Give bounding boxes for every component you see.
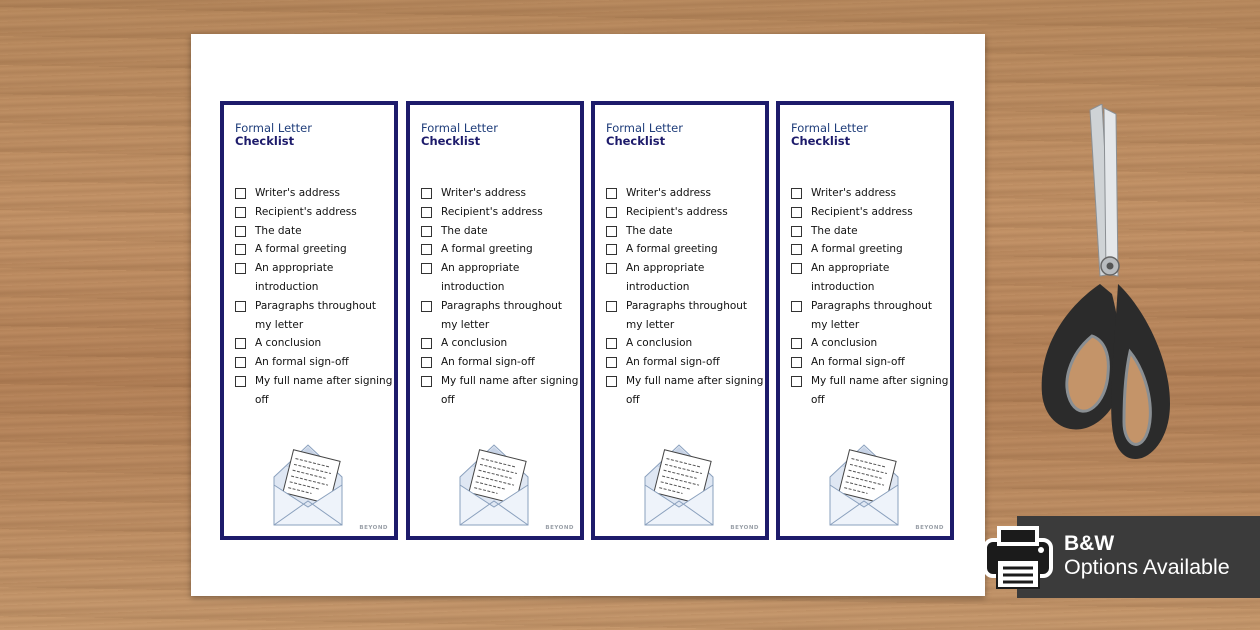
item-label: Writer's address [441, 187, 526, 199]
item-label: A conclusion [441, 337, 508, 350]
checkbox[interactable] [235, 376, 246, 387]
checkbox[interactable] [421, 301, 432, 312]
item-label: A formal greeting [811, 243, 903, 256]
list-item [791, 222, 951, 241]
list-item [235, 240, 395, 259]
list-item [421, 353, 581, 372]
item-label: An appropriate introduction [441, 262, 520, 293]
checklist-items [235, 184, 395, 410]
list-item [606, 297, 766, 335]
item-label: An formal sign-off [626, 356, 720, 369]
item-label: Paragraphs throughout my letter [255, 299, 377, 331]
checkbox[interactable] [235, 301, 246, 312]
list-item [235, 184, 395, 203]
item-label: An formal sign-off [441, 356, 535, 369]
scissors-icon [1030, 104, 1180, 474]
checklist-items [421, 184, 581, 410]
item-label: Writer's address [811, 187, 896, 199]
card-title-line1: Formal Letter [421, 121, 498, 135]
item-label: A conclusion [255, 337, 322, 350]
card-title-line2: Checklist [235, 134, 295, 148]
list-item [606, 372, 766, 410]
checkbox[interactable] [235, 338, 246, 349]
checklist-items [606, 184, 766, 410]
item-label: Writer's address [626, 187, 711, 199]
envelope-letter-icon [643, 441, 715, 527]
card-title-line1: Formal Letter [791, 121, 868, 135]
checkbox[interactable] [606, 301, 617, 312]
list-item [791, 353, 951, 372]
checkbox[interactable] [235, 226, 246, 237]
item-label: Recipient's address [626, 205, 728, 218]
item-label: Recipient's address [811, 205, 913, 218]
checkbox[interactable] [421, 338, 432, 349]
item-label: Recipient's address [441, 205, 543, 218]
item-label: Recipient's address [255, 205, 357, 218]
checkbox[interactable] [606, 263, 617, 274]
bw-options-badge [1017, 516, 1260, 598]
envelope-letter-icon [272, 441, 344, 527]
checkbox[interactable] [421, 376, 432, 387]
list-item [235, 222, 395, 241]
item-label: Paragraphs throughout my letter [811, 299, 933, 331]
item-label: My full name after signing off [626, 374, 764, 406]
checkbox[interactable] [791, 357, 802, 368]
checkbox[interactable] [235, 263, 246, 274]
item-label: Paragraphs throughout my letter [626, 299, 748, 331]
list-item [235, 372, 395, 410]
checkbox[interactable] [606, 207, 617, 218]
checkbox[interactable] [791, 338, 802, 349]
list-item [235, 259, 395, 297]
checklist-card [406, 101, 584, 540]
checkbox[interactable] [791, 226, 802, 237]
card-title [791, 122, 868, 148]
item-label: A conclusion [626, 337, 693, 350]
list-item [606, 240, 766, 259]
badge-title: B&W [1064, 532, 1115, 555]
list-item [421, 297, 581, 335]
brand-logo-text: BEYOND [359, 525, 388, 531]
brand-logo-text: BEYOND [545, 525, 574, 531]
item-label: My full name after signing off [811, 374, 949, 406]
checkbox[interactable] [791, 301, 802, 312]
list-item [791, 297, 951, 335]
item-label: An appropriate introduction [811, 262, 890, 293]
list-item [606, 334, 766, 353]
checkbox[interactable] [606, 244, 617, 255]
checkbox[interactable] [791, 244, 802, 255]
brand-logo-text: BEYOND [915, 525, 944, 531]
list-item [791, 259, 951, 297]
checklist-card [220, 101, 398, 540]
list-item [606, 184, 766, 203]
item-label: The date [441, 224, 488, 237]
card-title-line2: Checklist [421, 134, 481, 148]
item-label: The date [811, 224, 858, 237]
card-title-line1: Formal Letter [235, 121, 312, 135]
list-item [421, 203, 581, 222]
item-label: Paragraphs throughout my letter [441, 299, 563, 331]
envelope-letter-icon [458, 441, 530, 527]
card-title [606, 122, 683, 148]
checkbox[interactable] [606, 188, 617, 199]
checkbox[interactable] [421, 226, 432, 237]
checkbox[interactable] [235, 188, 246, 199]
item-label: A formal greeting [441, 243, 533, 256]
list-item [421, 240, 581, 259]
checkbox[interactable] [421, 188, 432, 199]
list-item [606, 203, 766, 222]
list-item [791, 184, 951, 203]
list-item [791, 372, 951, 410]
card-title-line2: Checklist [606, 134, 666, 148]
item-label: An appropriate introduction [255, 262, 334, 293]
item-label: A conclusion [811, 337, 878, 350]
list-item [235, 353, 395, 372]
list-item [235, 203, 395, 222]
item-label: An formal sign-off [255, 356, 349, 369]
item-label: Writer's address [255, 187, 340, 199]
item-label: The date [255, 224, 302, 237]
checklist-items [791, 184, 951, 410]
checklist-card [591, 101, 769, 540]
checkbox[interactable] [235, 244, 246, 255]
card-title-line1: Formal Letter [606, 121, 683, 135]
printable-sheet [191, 34, 985, 596]
checkbox[interactable] [606, 226, 617, 237]
checkbox[interactable] [606, 338, 617, 349]
envelope-letter-icon [828, 441, 900, 527]
item-label: An appropriate introduction [626, 262, 705, 293]
list-item [606, 259, 766, 297]
list-item [791, 334, 951, 353]
card-title-line2: Checklist [791, 134, 851, 148]
checkbox[interactable] [606, 376, 617, 387]
list-item [235, 297, 395, 335]
item-label: My full name after signing off [441, 374, 579, 406]
checkbox[interactable] [791, 207, 802, 218]
checkbox[interactable] [235, 357, 246, 368]
checkbox[interactable] [791, 263, 802, 274]
list-item [791, 240, 951, 259]
card-title [235, 122, 312, 148]
item-label: A formal greeting [626, 243, 718, 256]
list-item [421, 259, 581, 297]
list-item [421, 184, 581, 203]
checkbox[interactable] [421, 263, 432, 274]
item-label: An formal sign-off [811, 356, 905, 369]
brand-logo-text: BEYOND [730, 525, 759, 531]
checkbox[interactable] [606, 357, 617, 368]
list-item [421, 372, 581, 410]
checkbox[interactable] [421, 207, 432, 218]
item-label: My full name after signing off [255, 374, 393, 406]
list-item [606, 353, 766, 372]
checkbox[interactable] [791, 376, 802, 387]
list-item [235, 334, 395, 353]
printer-icon [983, 526, 1053, 590]
checklist-card [776, 101, 954, 540]
item-label: The date [626, 224, 673, 237]
list-item [791, 203, 951, 222]
list-item [421, 222, 581, 241]
card-title [421, 122, 498, 148]
list-item [606, 222, 766, 241]
checkbox[interactable] [421, 244, 432, 255]
checkbox[interactable] [421, 357, 432, 368]
badge-subtitle: Options Available [1064, 555, 1230, 579]
list-item [421, 334, 581, 353]
checkbox[interactable] [791, 188, 802, 199]
checkbox[interactable] [235, 207, 246, 218]
item-label: A formal greeting [255, 243, 347, 256]
